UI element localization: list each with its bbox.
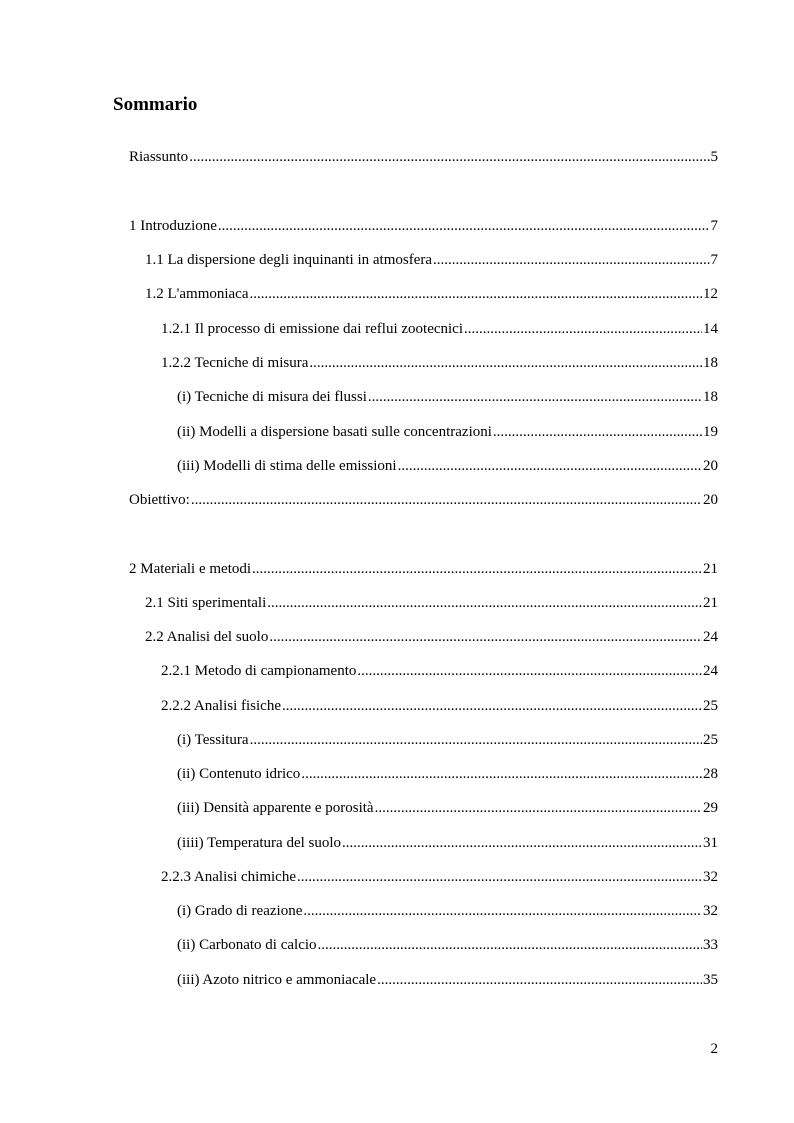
toc-entry-label: (iii) Densità apparente e porosità <box>177 800 374 816</box>
toc-entry-label: (ii) Modelli a dispersione basati sulle concentrazioni <box>177 424 492 440</box>
toc-entry-label: 2.2.2 Analisi fisiche <box>161 698 281 714</box>
toc-entry-processo-emissione[interactable] <box>161 320 718 338</box>
toc-entry-temperatura-suolo[interactable] <box>177 834 718 852</box>
toc-entry-tessitura[interactable] <box>177 731 718 749</box>
toc-entry-page: 24 <box>703 663 718 679</box>
dot-leader <box>191 491 702 509</box>
dot-leader <box>301 765 702 783</box>
toc-entry-page: 19 <box>703 424 718 440</box>
toc-entry-label: 2 Materiali e metodi <box>129 561 252 577</box>
toc-entry-ammoniaca[interactable] <box>145 285 718 303</box>
toc-entry-page: 28 <box>703 766 718 782</box>
toc-entry-page: 24 <box>703 629 718 645</box>
toc-entry-page: 21 <box>703 595 718 611</box>
toc-entry-label: 2.1 Siti sperimentali <box>145 595 267 611</box>
toc-entry-page: 33 <box>703 937 718 953</box>
toc-entry-page: 18 <box>703 389 718 405</box>
dot-leader <box>297 868 702 886</box>
dot-leader <box>218 217 710 235</box>
toc-entry-grado-reazione[interactable] <box>177 902 718 920</box>
dot-leader <box>318 936 702 954</box>
dot-leader <box>398 457 702 475</box>
toc-entry-label: 2.2.1 Metodo di campionamento <box>161 663 357 679</box>
dot-leader <box>303 902 702 920</box>
dot-leader <box>250 285 703 303</box>
dot-leader <box>309 354 702 372</box>
page-number: 2 <box>710 1041 718 1057</box>
dot-leader <box>282 697 702 715</box>
toc-entry-page: 18 <box>703 355 718 371</box>
toc-entry-page: 29 <box>703 800 718 816</box>
toc-entry-contenuto-idrico[interactable] <box>177 765 718 783</box>
toc-entry-materiali-metodi[interactable] <box>129 560 718 578</box>
dot-leader <box>368 388 702 406</box>
toc-entry-dispersione-inquinanti[interactable] <box>145 251 718 269</box>
dot-leader <box>189 148 709 166</box>
toc-entry-modelli-dispersione[interactable] <box>177 423 718 441</box>
dot-leader <box>464 320 702 338</box>
toc-entry-label: (iii) Modelli di stima delle emissioni <box>177 458 397 474</box>
toc-entry-label: Obiettivo: <box>129 492 190 508</box>
dot-leader <box>377 971 702 989</box>
toc-entry-modelli-stima[interactable] <box>177 457 718 475</box>
toc-entry-page: 12 <box>703 286 718 302</box>
toc-entry-page: 31 <box>703 835 718 851</box>
toc-entry-page: 35 <box>703 972 718 988</box>
toc-entry-label: Riassunto <box>129 149 189 165</box>
toc-entry-introduzione[interactable] <box>129 217 718 235</box>
toc-entry-page: 20 <box>703 492 718 508</box>
dot-leader <box>250 731 702 749</box>
toc-entry-label: (iiii) Temperatura del suolo <box>177 835 342 851</box>
toc-entry-page: 25 <box>703 698 718 714</box>
toc-entry-page: 20 <box>703 458 718 474</box>
dot-leader <box>493 423 702 441</box>
toc-entry-label: 1.2.1 Il processo di emissione dai reflui zootecnici <box>161 321 463 337</box>
toc-entry-tecniche-misura-flussi[interactable] <box>177 388 718 406</box>
toc-entry-label: (ii) Contenuto idrico <box>177 766 301 782</box>
dot-leader <box>252 560 702 578</box>
toc-entry-label: (i) Grado di reazione <box>177 903 303 919</box>
dot-leader <box>433 251 709 269</box>
toc-entry-azoto-nitrico[interactable] <box>177 971 718 989</box>
toc-entry-label: 1 Introduzione <box>129 218 217 234</box>
toc-entry-analisi-fisiche[interactable] <box>161 697 718 715</box>
page-title: Sommario <box>113 94 198 115</box>
toc-entry-riassunto[interactable] <box>129 148 718 166</box>
toc-entry-label: 1.1 La dispersione degli inquinanti in atmosfera <box>145 252 433 268</box>
toc-entry-page: 14 <box>703 321 718 337</box>
toc-entry-page: 32 <box>703 903 718 919</box>
toc-entry-page: 25 <box>703 732 718 748</box>
toc-entry-page: 5 <box>710 149 718 165</box>
toc-entry-label: (iii) Azoto nitrico e ammoniacale <box>177 972 377 988</box>
toc-entry-analisi-suolo[interactable] <box>145 628 718 646</box>
toc-entry-label: 2.2 Analisi del suolo <box>145 629 269 645</box>
toc-entry-tecniche-misura[interactable] <box>161 354 718 372</box>
dot-leader <box>342 834 702 852</box>
toc-entry-carbonato-calcio[interactable] <box>177 936 718 954</box>
toc-entry-densita-porosita[interactable] <box>177 799 718 817</box>
toc-entry-label: 2.2.3 Analisi chimiche <box>161 869 296 885</box>
toc-entry-page: 21 <box>703 561 718 577</box>
dot-leader <box>269 628 702 646</box>
toc-entry-page: 7 <box>710 252 718 268</box>
toc-entry-analisi-chimiche[interactable] <box>161 868 718 886</box>
toc-entry-metodo-campionamento[interactable] <box>161 662 718 680</box>
toc-entry-label: (ii) Carbonato di calcio <box>177 937 317 953</box>
toc-entry-label: 1.2 L'ammoniaca <box>145 286 249 302</box>
toc-entry-page: 32 <box>703 869 718 885</box>
toc-entry-obiettivo[interactable] <box>129 491 718 509</box>
toc-entry-label: (i) Tecniche di misura dei flussi <box>177 389 367 405</box>
toc-entry-page: 7 <box>710 218 718 234</box>
dot-leader <box>375 799 702 817</box>
toc-entry-siti-sperimentali[interactable] <box>145 594 718 612</box>
toc-entry-label: (i) Tessitura <box>177 732 249 748</box>
toc-entry-label: 1.2.2 Tecniche di misura <box>161 355 309 371</box>
dot-leader <box>267 594 702 612</box>
dot-leader <box>357 662 702 680</box>
